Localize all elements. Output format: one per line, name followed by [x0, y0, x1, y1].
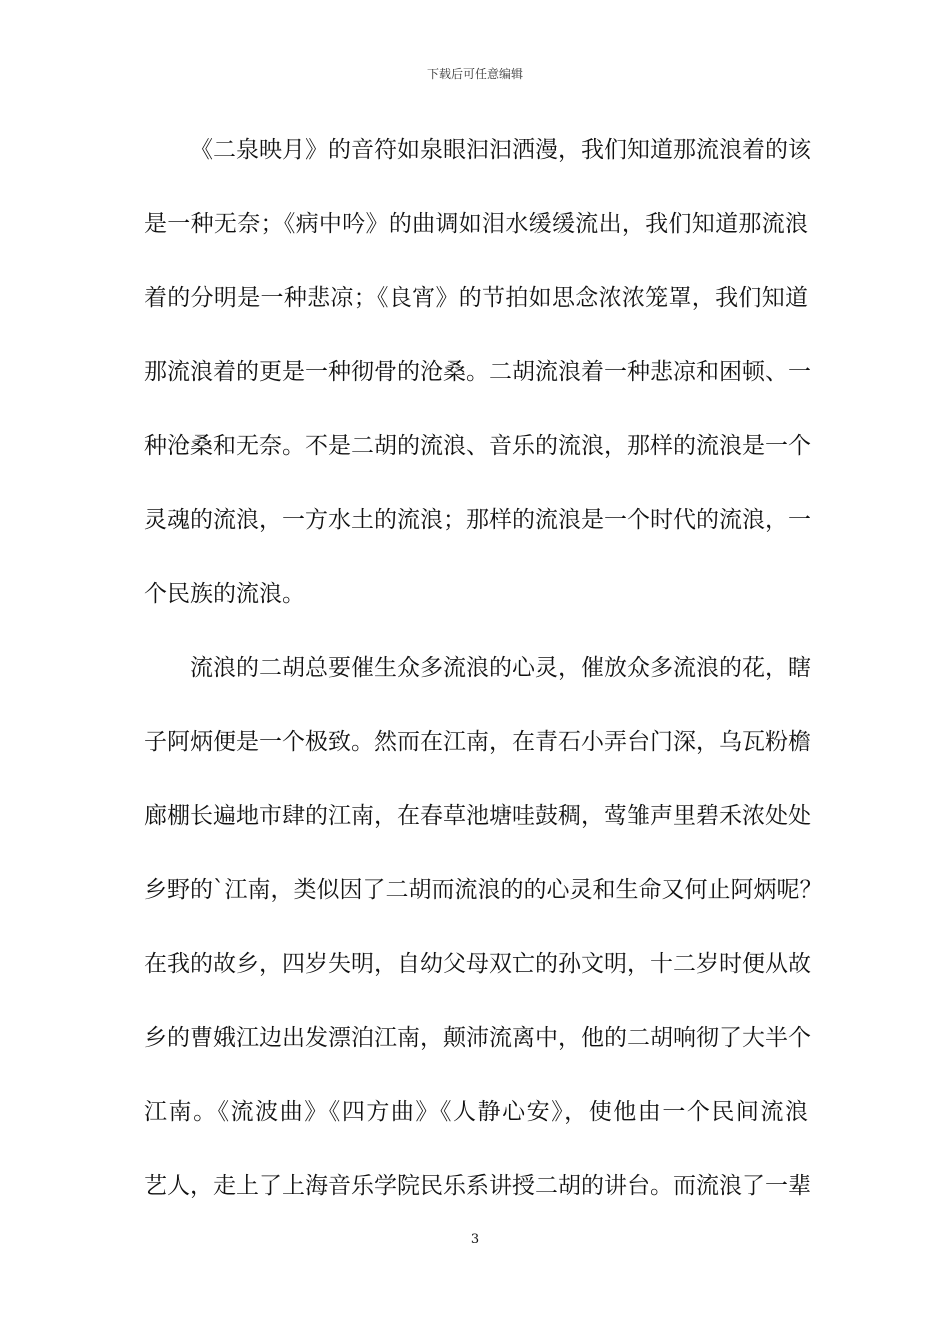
page-header: 下载后可任意编辑	[426, 67, 523, 81]
text-line: 廊棚长遍地市肆的江南，在春草池塘哇鼓稠，莺雏声里碧禾浓处处	[144, 803, 811, 829]
text-line: 江南。《流波曲》《四方曲》《人静心安》，使他由一个民间流浪	[144, 1099, 808, 1125]
text-line: 流浪的二胡总要催生众多流浪的心灵，催放众多流浪的花，瞎	[190, 655, 811, 681]
text-line: 个民族的流浪。	[144, 581, 305, 607]
text-line: 在我的故乡，四岁失明，自幼父母双亡的孙文明，十二岁时便从故	[144, 951, 811, 977]
text-line: 《二泉映月》的音符如泉眼汩汩洒漫，我们知道那流浪着的该	[190, 137, 811, 163]
text-line: 乡的曹娥江边出发漂泊江南，颠沛流离中，他的二胡响彻了大半个	[144, 1025, 811, 1051]
text-line: 子阿炳便是一个极致。然而在江南，在青石小弄台门深，乌瓦粉檐	[144, 729, 811, 755]
text-line: 那流浪着的更是一种彻骨的沧桑。二胡流浪着一种悲凉和困顿、一	[144, 359, 811, 385]
text-line: 艺人，走上了上海音乐学院民乐系讲授二胡的讲台。而流浪了一辈	[144, 1173, 811, 1199]
paragraph-2	[144, 644, 823, 1236]
text-line: 灵魂的流浪，一方水土的流浪；那样的流浪是一个时代的流浪，一	[144, 507, 811, 533]
text-line: 种沧桑和无奈。不是二胡的流浪、音乐的流浪，那样的流浪是一个	[144, 433, 811, 459]
paragraph-1	[144, 126, 811, 644]
document-body	[144, 126, 823, 1236]
page-number: 3	[470, 1232, 480, 1247]
text-line: 是一种无奈；《病中吟》的曲调如泪水缓缓流出，我们知道那流浪	[144, 211, 808, 237]
text-line: 着的分明是一种悲凉；《良宵》的节拍如思念浓浓笼罩，我们知道	[144, 285, 808, 311]
text-line: 乡野的`江南，类似因了二胡而流浪的的心灵和生命又何止阿炳呢？	[144, 877, 823, 903]
